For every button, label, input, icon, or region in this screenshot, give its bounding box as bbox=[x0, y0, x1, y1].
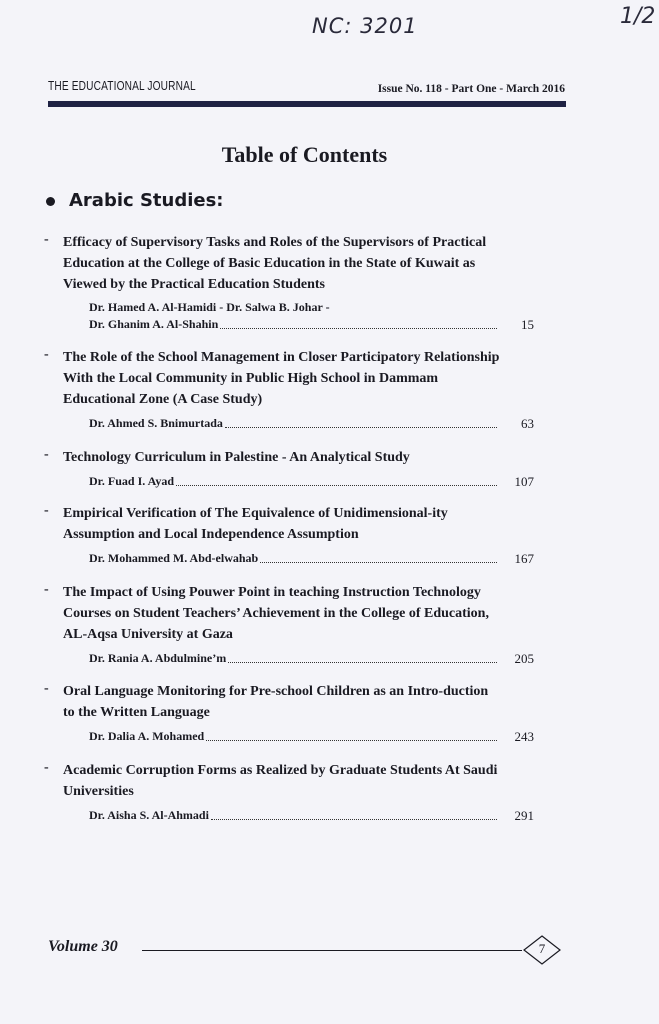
dash-marker: - bbox=[44, 582, 49, 597]
toc-entry bbox=[44, 347, 534, 432]
dot-leader bbox=[211, 819, 497, 820]
entry-author-line bbox=[89, 415, 534, 432]
entry-title: Empirical Verification of The Equivalence of Unidimensional-ity Assumption and Local Independence Assumption bbox=[63, 506, 448, 542]
entry-title: Academic Corruption Forms as Realized by Graduate Students At Saudi Universities bbox=[63, 763, 498, 799]
dash-marker: - bbox=[44, 232, 49, 247]
section-heading bbox=[46, 190, 224, 211]
dot-leader bbox=[225, 427, 497, 428]
dot-leader bbox=[206, 740, 497, 741]
entry-authors: Dr. Dalia A. Mohamed bbox=[89, 729, 205, 743]
entry-title: The Role of the School Management in Closer Participatory Relationship With the Local Community in Public High School in Dammam Educational Zone (A Case Study) bbox=[63, 350, 500, 407]
entry-author-line bbox=[89, 473, 534, 490]
entry-authors: Dr. Aisha S. Al-Ahmadi bbox=[89, 808, 209, 822]
toc-entry bbox=[44, 760, 534, 824]
dash-marker: - bbox=[44, 760, 49, 775]
issue-info: Issue No. 118 - Part One - March 2016 bbox=[377, 83, 565, 95]
toc-entry bbox=[44, 232, 534, 333]
entry-page-number: 107 bbox=[514, 474, 534, 489]
dash-marker: - bbox=[44, 503, 49, 518]
entry-page-number: 291 bbox=[514, 808, 534, 823]
entry-authors: Dr. Fuad I. Ayad bbox=[89, 474, 175, 488]
page-title: Table of Contents bbox=[221, 142, 388, 167]
dot-leader bbox=[260, 562, 497, 563]
entry-authors: Dr. Rania A. Abdulmine’m bbox=[89, 651, 227, 665]
dot-leader bbox=[220, 328, 497, 329]
handwritten-corner-mark: 1/2 bbox=[620, 4, 656, 29]
footer-rule bbox=[142, 950, 522, 951]
volume-label: Volume 30 bbox=[48, 938, 118, 955]
dash-marker: - bbox=[44, 347, 49, 362]
entry-title: Oral Language Monitoring for Pre-school Children as an Intro-duction to the Written Language bbox=[63, 684, 489, 720]
section-heading-label: Arabic Studies: bbox=[69, 190, 224, 211]
entry-author-line bbox=[89, 316, 534, 333]
bullet-icon bbox=[46, 197, 55, 206]
entry-author-line bbox=[89, 728, 534, 745]
toc-entry bbox=[44, 447, 534, 490]
dash-marker: - bbox=[44, 447, 49, 462]
handwritten-note: NC: 3201 bbox=[312, 14, 418, 38]
toc-entry bbox=[44, 582, 534, 667]
dot-leader bbox=[228, 662, 497, 663]
entry-authors: Dr. Hamed A. Al-Hamidi - Dr. Salwa B. Johar - bbox=[89, 300, 330, 314]
page-number: 7 bbox=[538, 941, 546, 956]
entry-authors: Dr. Ahmed S. Bnimurtada bbox=[89, 416, 223, 430]
journal-title: THE EDUCATIONAL JOURNAL bbox=[48, 78, 196, 93]
entry-title: Efficacy of Supervisory Tasks and Roles of the Supervisors of Practical Education at the College of Basic Education in the State of Kuwait as Viewed by the Practical Education Students bbox=[63, 235, 487, 292]
entry-title: Technology Curriculum in Palestine - An Analytical Study bbox=[63, 450, 410, 465]
entry-page-number: 205 bbox=[514, 651, 534, 666]
header-rule bbox=[48, 101, 566, 107]
entry-page-number: 63 bbox=[521, 416, 534, 431]
entry-title: The Impact of Using Pouwer Point in teaching Instruction Technology Courses on Student Teachers’ Achievement in the College of Education, AL-Aqsa University at Gaza bbox=[63, 585, 489, 642]
entry-author-line bbox=[89, 550, 534, 567]
toc-entry bbox=[44, 503, 534, 567]
entry-authors: Dr. Ghanim A. Al-Shahin bbox=[89, 317, 219, 331]
entry-page-number: 167 bbox=[514, 551, 534, 566]
entry-author-line bbox=[89, 807, 534, 824]
toc-entry bbox=[44, 681, 534, 745]
entry-author-line bbox=[89, 650, 534, 667]
entry-page-number: 15 bbox=[521, 317, 534, 332]
entry-authors: Dr. Mohammed M. Abd-elwahab bbox=[89, 551, 259, 565]
dot-leader bbox=[176, 485, 497, 486]
dash-marker: - bbox=[44, 681, 49, 696]
entry-page-number: 243 bbox=[514, 729, 534, 744]
